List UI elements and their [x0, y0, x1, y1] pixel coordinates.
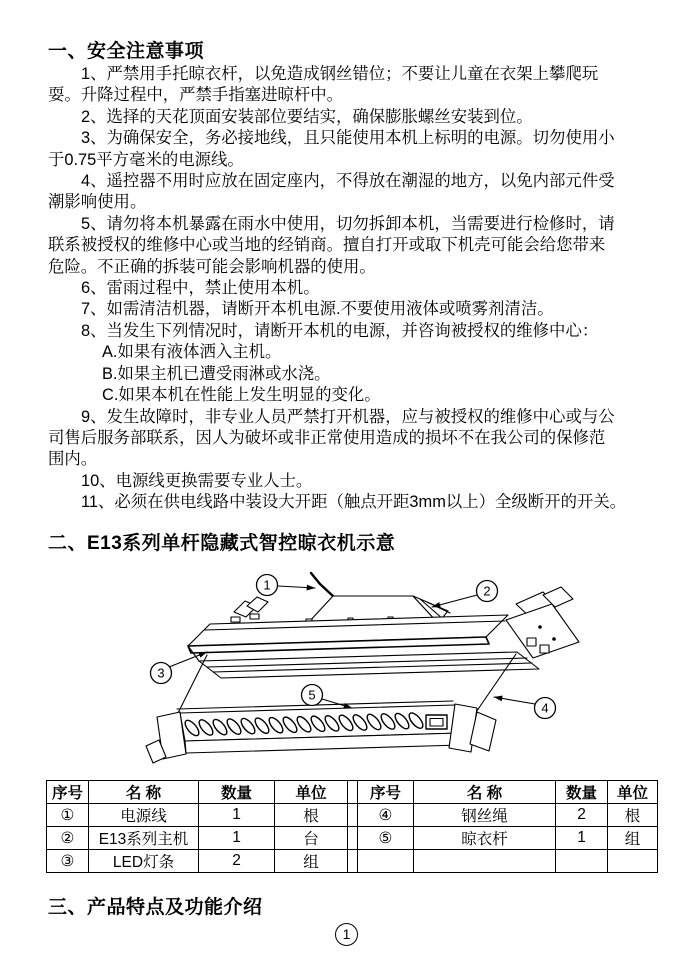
safety-line: 危险。不正确的拆装可能会影响机器的使用。 — [48, 257, 376, 276]
safety-line: 11、必须在供电线路中装设大开距（触点开距3mm以上）全级断开的开关。 — [81, 493, 627, 512]
table-row — [47, 850, 658, 873]
safety-line: 10、电源线更换需要专业人士。 — [81, 471, 313, 490]
safety-line: 7、如需清洁机器，请断开本机电源.不要使用液体或喷雾剂清洁。 — [81, 300, 554, 319]
safety-line: 3、为确保安全，务必接地线，且只能使用本机上标明的电源。切勿使用小 — [81, 129, 615, 148]
safety-line: 1、严禁用手托晾衣杆，以免造成钢丝错位；不要让儿童在衣架上攀爬玩 — [81, 65, 599, 83]
table-row — [47, 827, 658, 850]
callout-number-3: 3 — [157, 665, 165, 681]
callout-number-4: 4 — [541, 700, 549, 716]
safety-line: 6、雷雨过程中，禁止使用本机。 — [81, 279, 320, 298]
left-bracket-foot — [231, 617, 240, 622]
part-unit: 组 — [608, 827, 658, 850]
part-unit — [608, 850, 658, 873]
callout-number-1: 1 — [263, 577, 271, 593]
part-index: ④ — [358, 804, 414, 827]
safety-line: 潮影响使用。 — [48, 193, 147, 212]
part-name: LED灯条 — [89, 850, 199, 873]
gap-cell — [348, 850, 358, 873]
page-number-badge: 1 — [335, 923, 358, 946]
diagram-section-heading: 二、E13系列单杆隐藏式智控晾衣机示意 — [48, 533, 396, 554]
part-unit: 组 — [275, 850, 348, 873]
safety-subitem: B.如果主机已遭受雨淋或水浇。 — [102, 364, 331, 383]
part-index: ② — [47, 827, 89, 850]
safety-line: 5、请勿将本机暴露在雨水中使用，切勿拆卸本机，当需要进行检修时，请 — [81, 214, 615, 233]
table-row — [47, 804, 658, 827]
callout-number-2: 2 — [483, 583, 491, 599]
callout-leader-2 — [432, 595, 477, 607]
safety-line: 于0.75平方毫米的电源线。 — [48, 150, 244, 169]
col-header-qty: 数量 — [556, 781, 608, 804]
table-header-row — [47, 781, 658, 804]
col-header-unit: 单位 — [275, 781, 348, 804]
safety-line: 2、选择的天花顶面安装部位要结实，确保膨胀螺丝安装到位。 — [81, 107, 533, 126]
end-plate-detail — [540, 645, 549, 653]
features-section-heading: 三、产品特点及功能介绍 — [48, 897, 263, 918]
col-header-index: 序号 — [47, 781, 89, 804]
safety-section-heading: 一、安全注意事项 — [48, 41, 205, 62]
col-header-qty: 数量 — [199, 781, 275, 804]
part-index: ③ — [47, 850, 89, 873]
part-index: ① — [47, 804, 89, 827]
col-header-name: 名 称 — [89, 781, 199, 804]
safety-line: 联系被授权的维修中心或当地的经销商。擅自打开或取下机壳可能会给您带来 — [48, 236, 606, 255]
col-header-index: 序号 — [358, 781, 414, 804]
callout-leader-5 — [322, 699, 352, 708]
screw-dot — [552, 637, 556, 641]
gap-cell — [348, 781, 358, 804]
callout-leader-4 — [494, 697, 535, 704]
safety-subitem: C.如果本机在性能上发生明显的变化。 — [102, 386, 381, 405]
screw-dot — [538, 625, 542, 629]
part-qty: 1 — [556, 827, 608, 850]
part-qty — [556, 850, 608, 873]
left-bracket-foot — [250, 614, 259, 619]
end-plate-detail — [527, 638, 536, 646]
callout-number-5: 5 — [308, 687, 316, 703]
drying-machine-diagram — [0, 555, 692, 785]
part-unit: 根 — [275, 804, 348, 827]
rod-detail-plate-inner — [430, 719, 443, 727]
part-name — [414, 850, 556, 873]
part-qty: 2 — [199, 850, 275, 873]
gap-cell — [348, 804, 358, 827]
part-qty: 1 — [199, 827, 275, 850]
part-name: 晾衣杆 — [414, 827, 556, 850]
callout-leader-1 — [278, 586, 315, 588]
part-qty: 1 — [199, 804, 275, 827]
part-name: 钢丝绳 — [414, 804, 556, 827]
safety-line: 耍。升降过程中，严禁手指塞进晾杆中。 — [48, 86, 344, 105]
safety-line: 9、发生故障时，非专业人员严禁打开机器，应与被授权的维修中心或与公 — [81, 407, 615, 426]
col-header-unit: 单位 — [608, 781, 658, 804]
safety-text-block — [48, 64, 668, 514]
safety-line: 8、当发生下列情况时，请断开本机的电源，并咨询被授权的维修中心： — [81, 321, 599, 340]
part-name: E13系列主机 — [89, 827, 199, 850]
parts-table — [46, 780, 658, 873]
safety-line: 司售后服务部联系，因人为破坏或非正常使用造成的损坏不在我公司的保修范 — [48, 428, 606, 447]
safety-line: 4、遥控器不用时应放在固定座内，不得放在潮湿的地方，以免内部元件受 — [81, 172, 615, 191]
part-index: ⑤ — [358, 827, 414, 850]
part-unit: 台 — [275, 827, 348, 850]
power-cord-line — [311, 573, 334, 597]
housing-bottom-cover — [199, 652, 539, 678]
callout-leader-3 — [169, 652, 207, 667]
col-header-name: 名 称 — [414, 781, 556, 804]
safety-line: 围内。 — [48, 450, 98, 469]
part-qty: 2 — [556, 804, 608, 827]
steel-wire-left — [178, 655, 207, 713]
part-index — [358, 850, 414, 873]
part-unit: 根 — [608, 804, 658, 827]
safety-subitem: A.如果有液体洒入主机。 — [102, 343, 282, 362]
part-name: 电源线 — [89, 804, 199, 827]
gap-cell — [348, 827, 358, 850]
